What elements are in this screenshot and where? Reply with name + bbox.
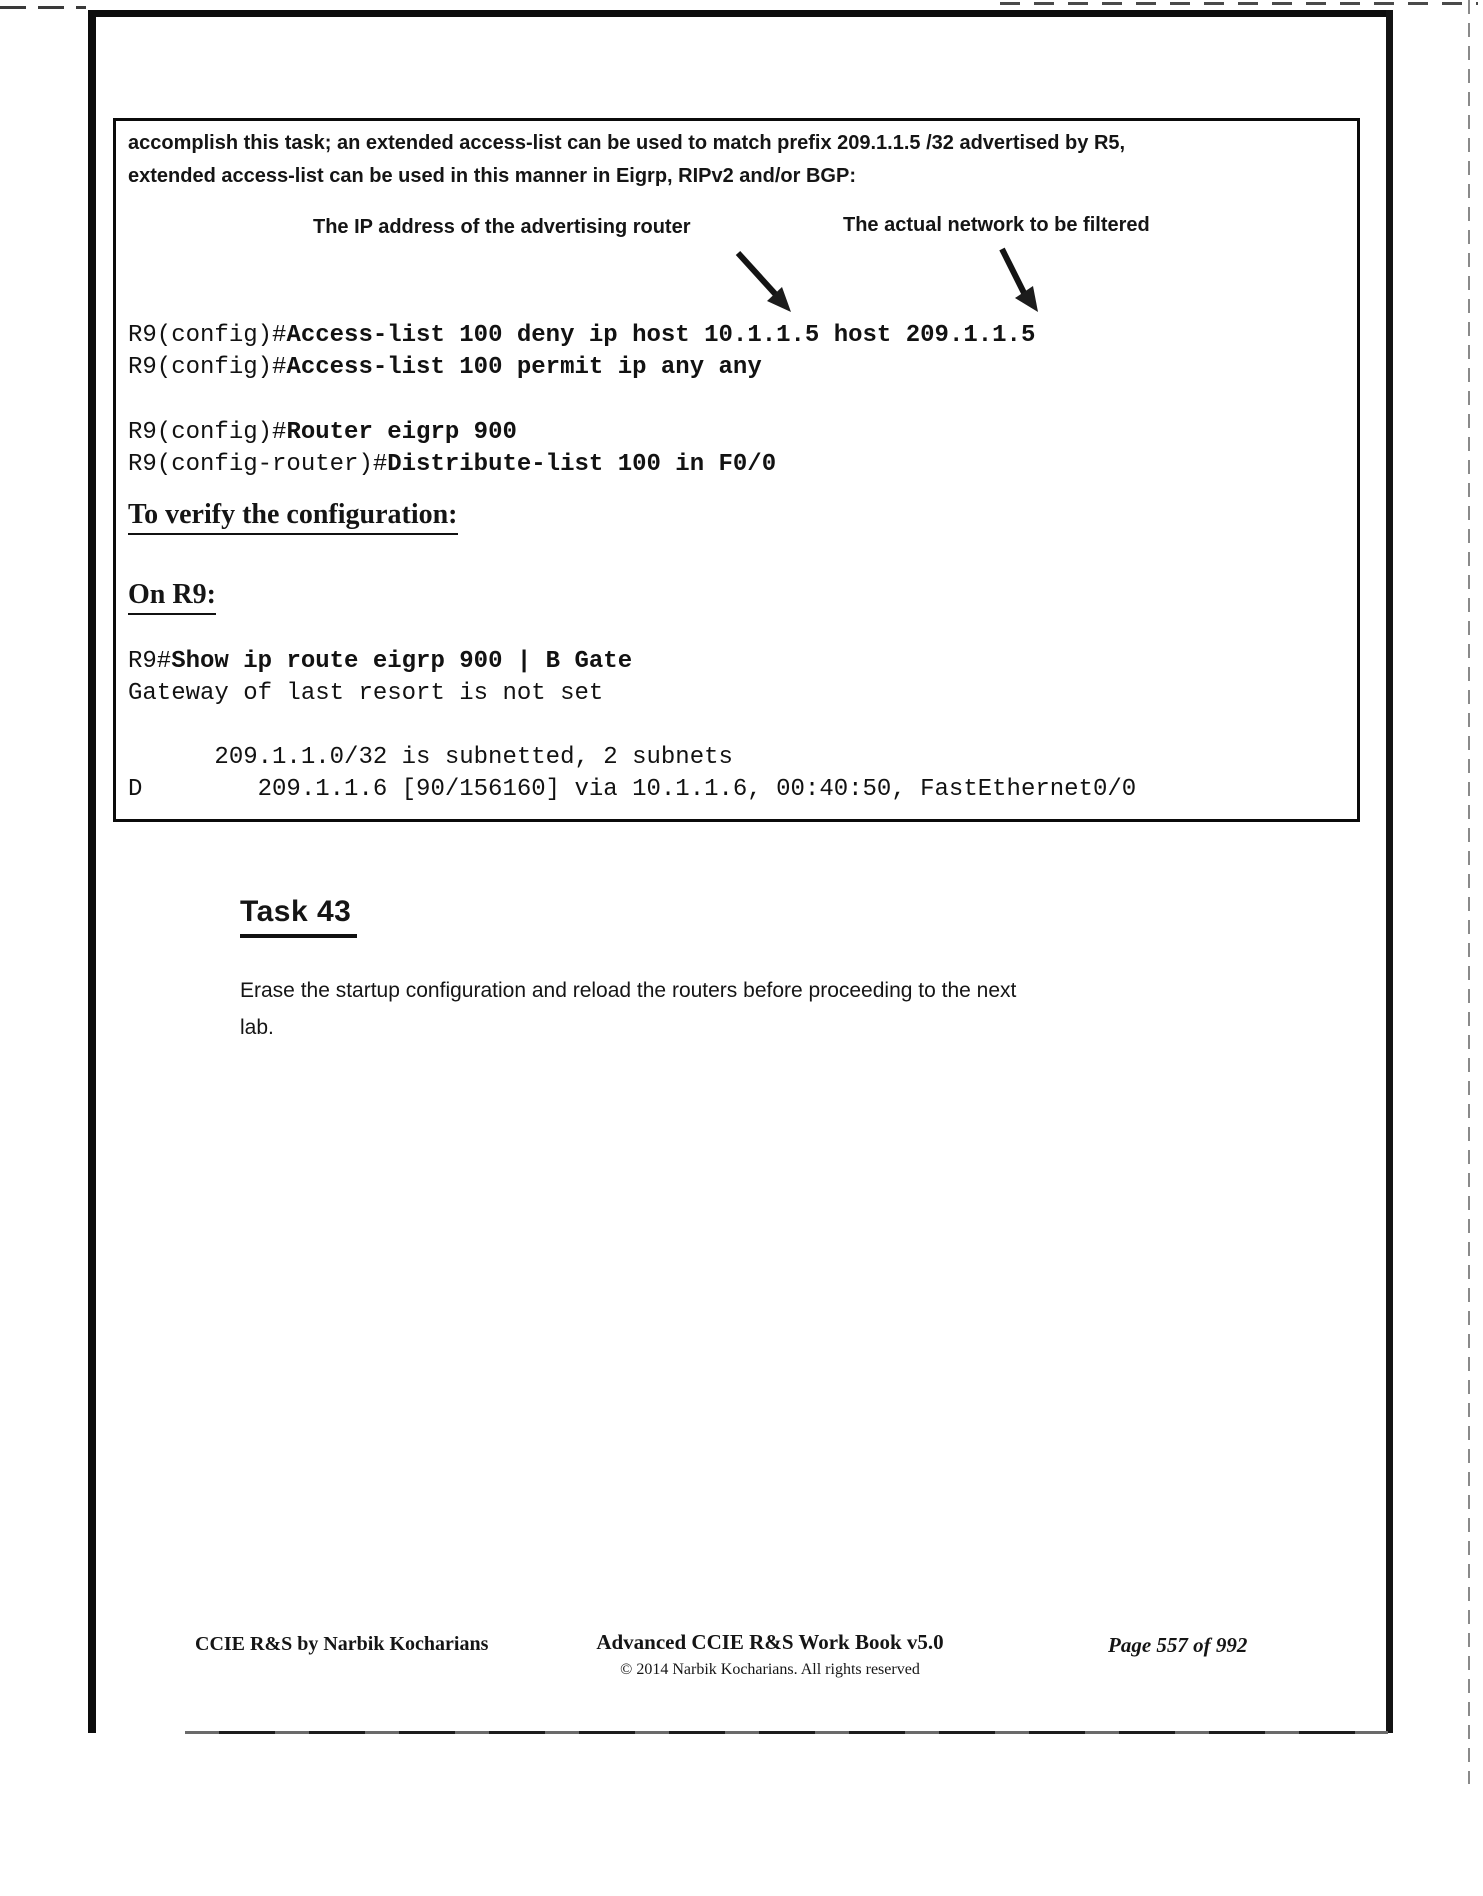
- page-frame-left: [88, 10, 96, 1733]
- footer-center: [570, 1630, 970, 1679]
- cli-command: Router eigrp 900: [286, 419, 517, 446]
- scan-artifact-dash: [0, 6, 86, 9]
- cli-prompt: R9(config)#: [128, 322, 287, 349]
- task-body: [240, 972, 1220, 1046]
- cli-command: Show ip route eigrp 900 | B Gate: [171, 648, 633, 675]
- task-body-line-2: lab.: [240, 1016, 274, 1039]
- page-frame-right: [1386, 10, 1393, 1733]
- cli-prompt: R9#: [128, 648, 172, 675]
- code-line: [128, 647, 632, 677]
- footer-copyright: © 2014 Narbik Kocharians. All rights reserved: [620, 1661, 920, 1678]
- cli-command: Access-list 100 permit ip any any: [286, 354, 762, 381]
- cli-prompt: R9(config)#: [128, 419, 287, 446]
- intro-line-1: accomplish this task; an extended access-list can be used to match prefix 209.1.1.5 /32 advertised by R5,: [128, 132, 1126, 154]
- content-box: [113, 118, 1360, 822]
- code-output-line: Gateway of last resort is not set: [128, 680, 604, 707]
- arrow-down-icon: [1002, 249, 1024, 293]
- page-frame-bottom: [185, 1731, 1388, 1734]
- arrow-down-icon: [738, 253, 778, 297]
- code-line: [128, 450, 776, 480]
- cli-prompt: R9(config)#: [128, 354, 287, 381]
- annotation-right-label: The actual network to be filtered: [843, 214, 1150, 236]
- arrow-head-icon: [1015, 286, 1038, 312]
- scan-artifact-dash: [1468, 0, 1470, 1784]
- code-line: [128, 353, 762, 383]
- code-line: [128, 321, 1035, 351]
- cli-command: Distribute-list 100 in F0/0: [387, 451, 777, 478]
- scan-artifact-dash: [1000, 2, 1478, 5]
- code-output-line: D 209.1.1.6 [90/156160] via 10.1.1.6, 00:40:50, FastEthernet0/0: [128, 776, 1137, 803]
- page-frame-top: [88, 10, 1393, 17]
- task-body-line-1: Erase the startup configuration and reload the routers before proceeding to the next: [240, 979, 1017, 1002]
- footer-book-title: Advanced CCIE R&S Work Book v5.0: [596, 1630, 944, 1654]
- task-heading: Task 43: [240, 895, 357, 938]
- footer-author: CCIE R&S by Narbik Kocharians: [195, 1633, 489, 1655]
- on-r9-heading: On R9:: [128, 579, 216, 615]
- cli-command: Access-list 100 deny ip host 10.1.1.5 host 209.1.1.5: [286, 322, 1036, 349]
- cli-prompt: R9(config-router)#: [128, 451, 388, 478]
- footer-page-number: Page 557 of 992: [1108, 1633, 1248, 1657]
- code-line: [128, 418, 517, 448]
- annotation-left-label: The IP address of the advertising router: [313, 216, 691, 238]
- code-output-line: 209.1.1.0/32 is subnetted, 2 subnets: [128, 744, 733, 771]
- arrow-head-icon: [767, 287, 791, 312]
- intro-line-2: extended access-list can be used in this manner in Eigrp, RIPv2 and/or BGP:: [128, 165, 856, 187]
- intro-paragraph: [128, 127, 1353, 193]
- verify-heading: To verify the configuration:: [128, 499, 458, 535]
